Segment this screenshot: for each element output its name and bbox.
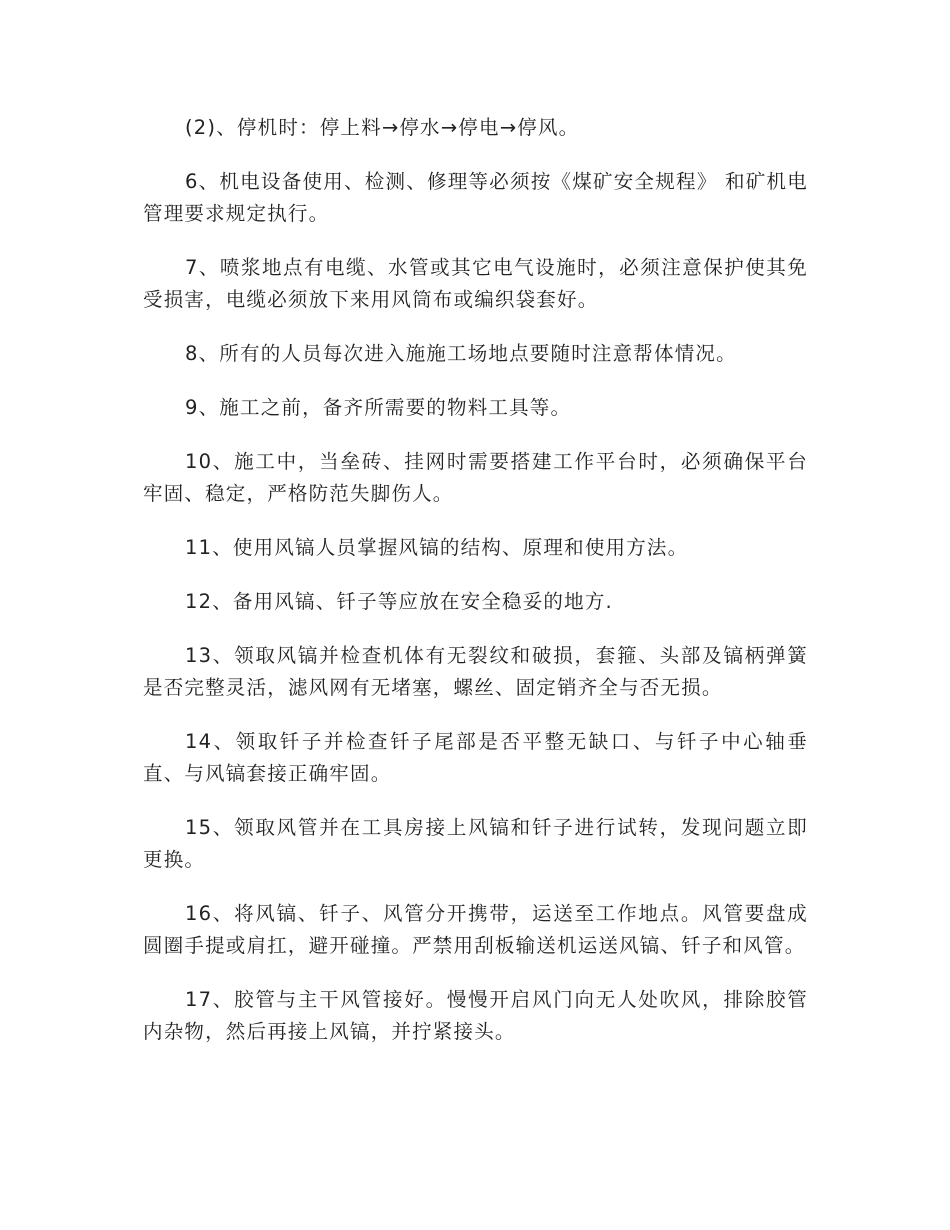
paragraph-15: 15、领取风管并在工具房接上风镐和钎子进行试转，发现问题立即更换。: [143, 816, 808, 871]
paragraph-8: 8、所有的人员每次进入施施工场地点要随时注意帮体情况。: [185, 342, 737, 365]
paragraph-7: 7、喷浆地点有电缆、水管或其它电气设施时，必须注意保护使其免受损害，电缆必须放下来用风筒布或编织袋套好。: [143, 256, 808, 311]
paragraph-6: 6、机电设备使用、检测、修理等必须按《煤矿安全规程》 和矿机电管理要求规定执行。: [143, 170, 808, 225]
paragraph-17: 17、胶管与主干风管接好。慢慢开启风门向无人处吹风，排除胶管内杂物，然后再接上风镐，并拧紧接头。: [143, 988, 808, 1043]
paragraph-14: 14、领取钎子并检查钎子尾部是否平整无缺口、与钎子中心轴垂直、与风镐套接正确牢固。: [143, 730, 808, 785]
paragraph-13: 13、领取风镐并检查机体有无裂纹和破损，套箍、头部及镐柄弹簧是否完整灵活，滤风网有无堵塞，螺丝、固定销齐全与否无损。: [143, 644, 808, 699]
paragraph-shutdown-order: (2)、停机时：停上料→停水→停电→停风。: [185, 116, 580, 139]
paragraph-10: 10、施工中，当垒砖、挂网时需要搭建工作平台时，必须确保平台牢固、稳定，严格防范失脚伤人。: [143, 450, 808, 505]
paragraph-12: 12、备用风镐、钎子等应放在安全稳妥的地方.: [185, 590, 613, 613]
paragraph-11: 11、使用风镐人员掌握风镐的结构、原理和使用方法。: [185, 536, 689, 559]
document-body: [143, 112, 808, 1048]
paragraph-9: 9、施工之前，备齐所需要的物料工具等。: [185, 396, 572, 419]
paragraph-16: 16、将风镐、钎子、风管分开携带，运送至工作地点。风管要盘成圆圈手提或肩扛，避开碰撞。严禁用刮板输送机运送风镐、钎子和风管。: [143, 902, 808, 957]
